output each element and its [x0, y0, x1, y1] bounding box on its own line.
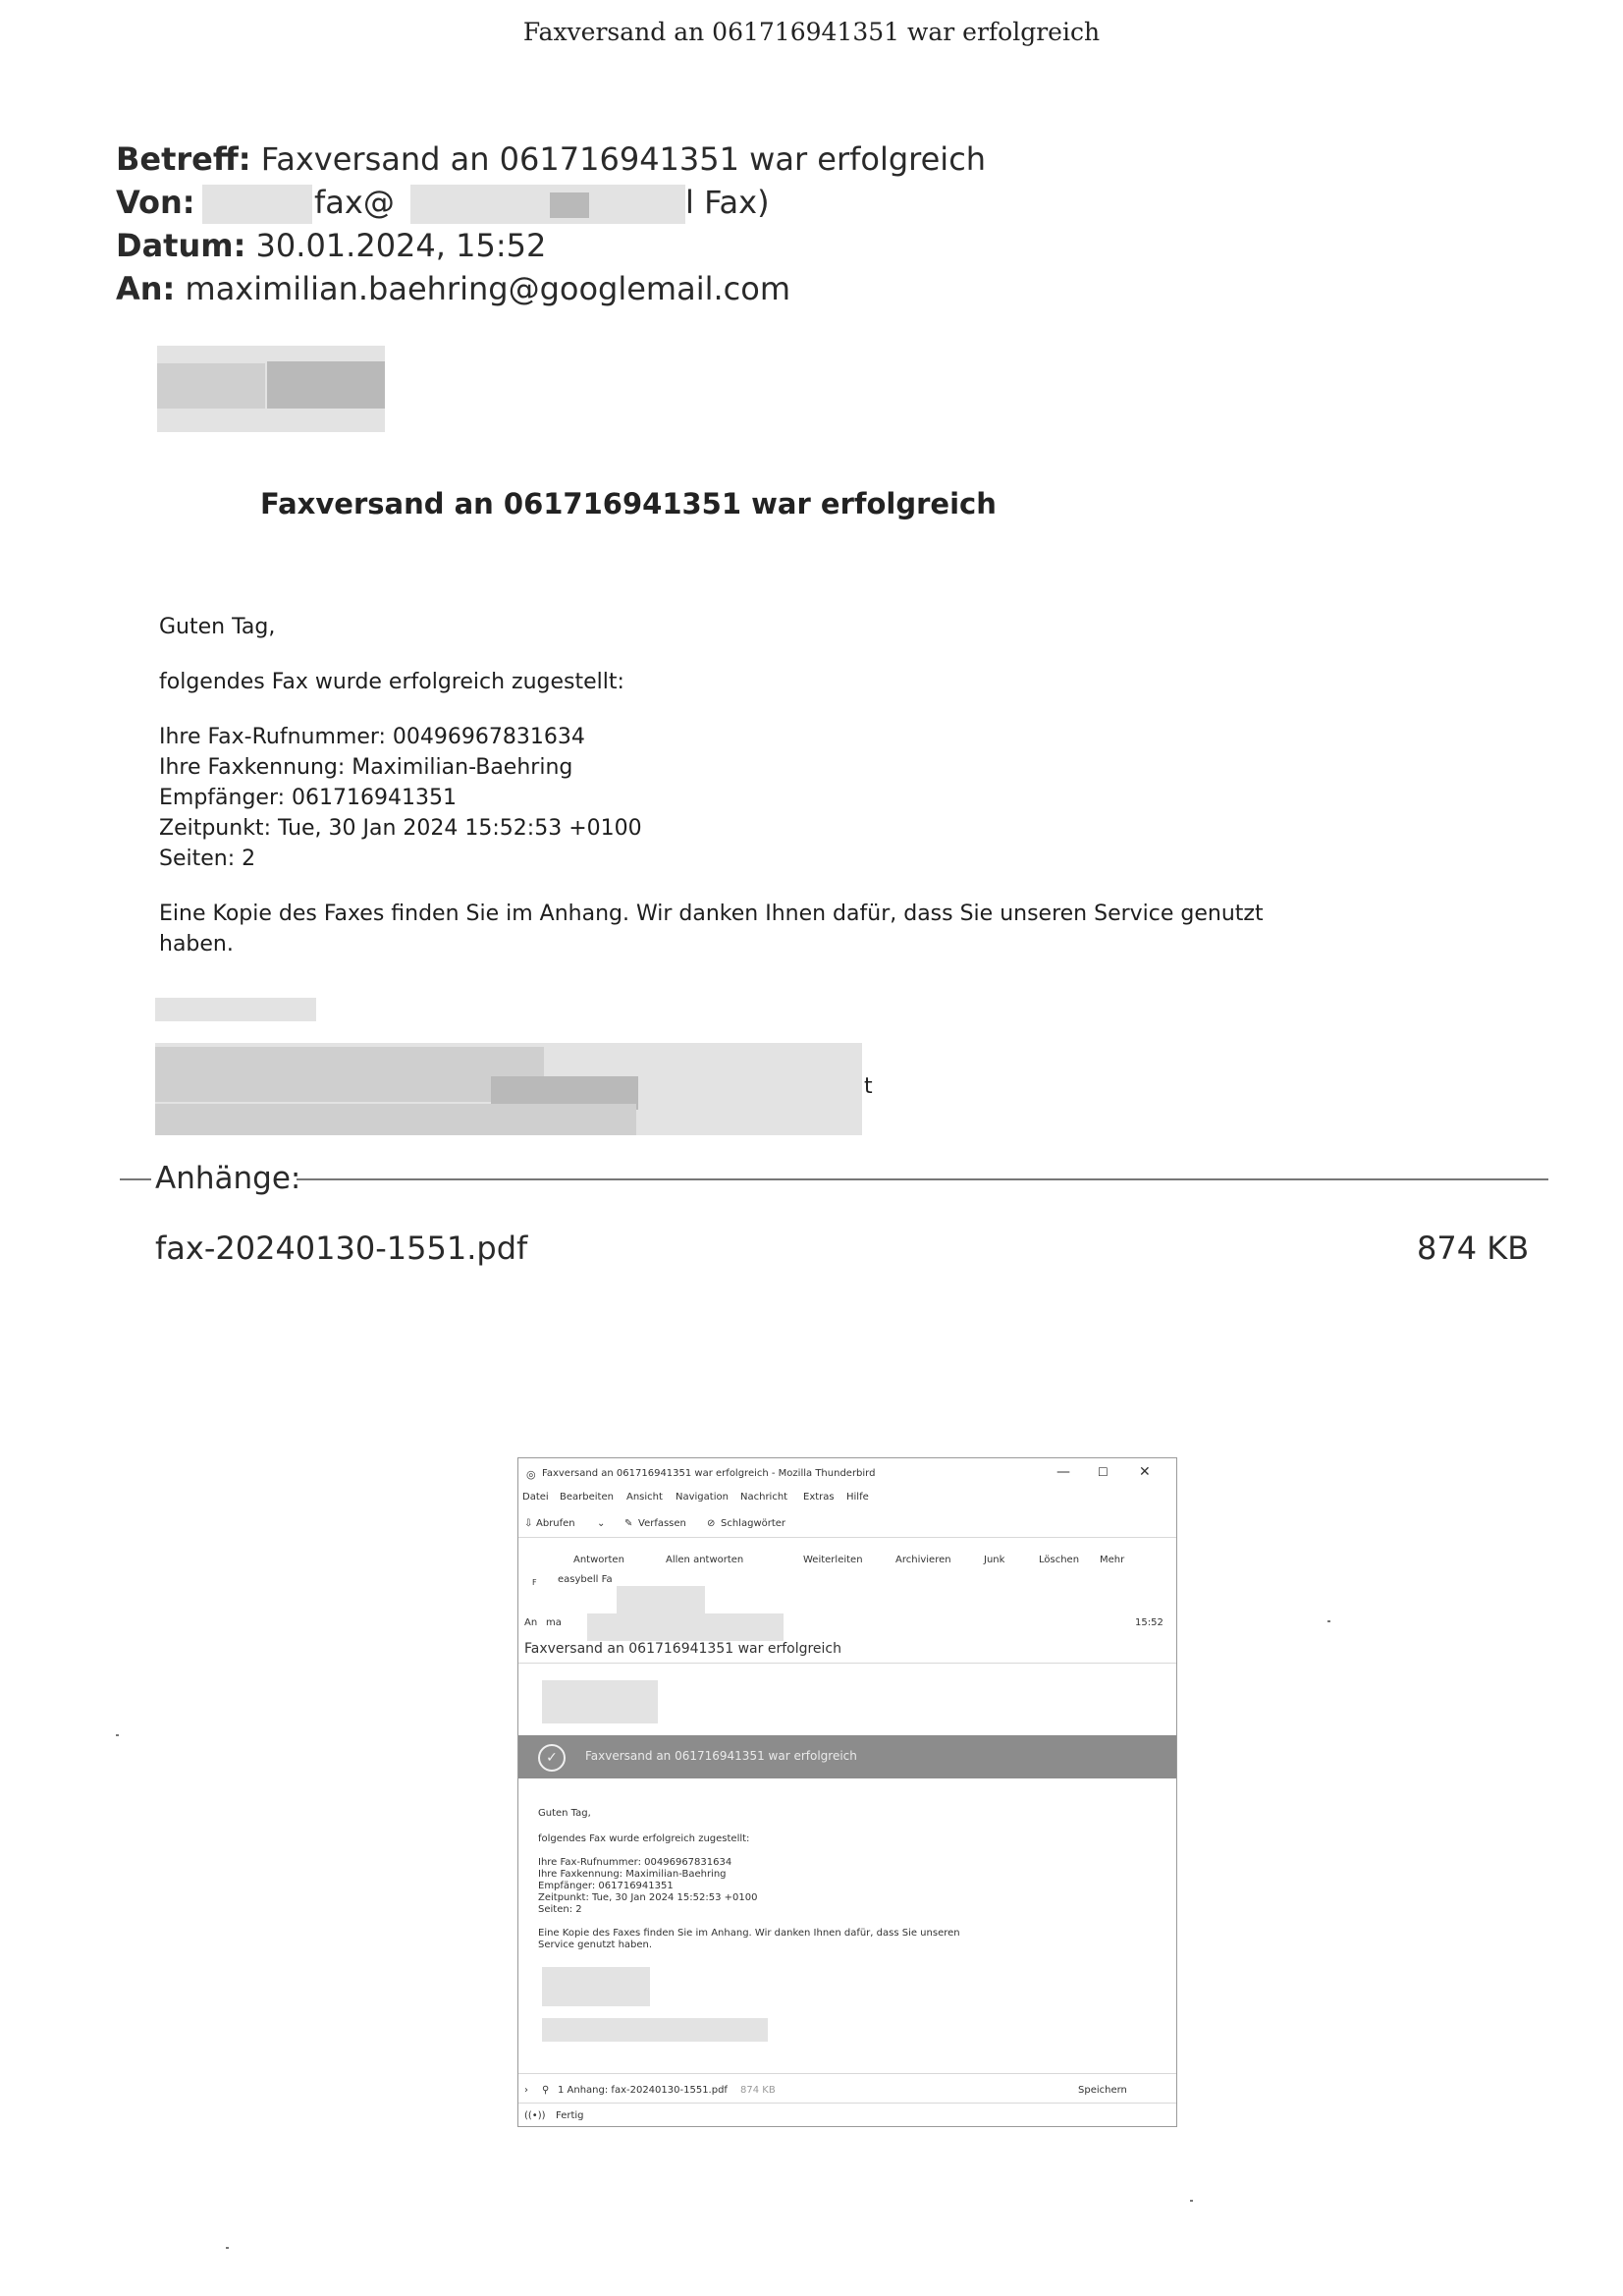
thumb-get-mail-button[interactable]: Abrufen — [536, 1518, 575, 1529]
date-line — [116, 224, 546, 267]
thumb-compose-icon: ✎ — [624, 1518, 633, 1529]
attachments-divider-right — [297, 1178, 1548, 1180]
redacted-signature-part — [155, 1047, 544, 1102]
thumb-delete-button[interactable]: Löschen — [1039, 1555, 1080, 1565]
paperclip-icon: ⚲ — [542, 2085, 550, 2096]
thumb-greeting: Guten Tag, — [538, 1808, 591, 1819]
thumb-compose-button[interactable]: Verfassen — [638, 1518, 686, 1529]
to-label: An: — [116, 270, 176, 307]
closing-line-1: Eine Kopie des Faxes finden Sie im Anhang. Wir danken Ihnen dafür, dass Sie unseren Service genutzt — [159, 902, 1264, 926]
maximize-icon[interactable]: ☐ — [1098, 1465, 1109, 1479]
thumb-attachment-size: 874 KB — [740, 2085, 776, 2096]
thumb-closing-2: Service genutzt haben. — [538, 1940, 653, 1950]
redacted-sender-name — [202, 185, 312, 224]
thumb-window-title: Faxversand an 061716941351 war erfolgreich - Mozilla Thunderbird — [542, 1468, 876, 1479]
thumb-reply-all-button[interactable]: Allen antworten — [666, 1555, 744, 1565]
thumb-fax-id: Ihre Faxkennung: Maximilian-Baehring — [538, 1869, 727, 1880]
redacted-sender-domain — [410, 185, 685, 224]
thumb-menu-edit[interactable]: Bearbeiten — [560, 1492, 614, 1503]
thumb-pages: Seiten: 2 — [538, 1904, 582, 1915]
thumb-menu-file[interactable]: Datei — [522, 1492, 549, 1503]
thumb-timestamp: Zeitpunkt: Tue, 30 Jan 2024 15:52:53 +0100 — [538, 1892, 758, 1903]
chevron-right-icon[interactable]: › — [524, 2085, 528, 2096]
thumb-toolbar-divider — [518, 1537, 1176, 1538]
recipient: Empfänger: 061716941351 — [159, 786, 457, 810]
thumb-tags-button[interactable]: Schlagwörter — [721, 1518, 786, 1529]
thumb-redacted-signature — [542, 1967, 650, 2006]
thumb-fax-number: Ihre Fax-Rufnummer: 00496967831634 — [538, 1857, 732, 1868]
attachment-file-size: 874 KB — [1417, 1230, 1530, 1267]
thumb-closing-1: Eine Kopie des Faxes finden Sie im Anhang. Wir danken Ihnen dafür, dass Sie unseren — [538, 1928, 960, 1939]
scan-speck — [226, 2247, 229, 2249]
thumb-get-mail-icon: ⇩ — [524, 1518, 533, 1529]
signature-fragment: t — [864, 1074, 873, 1099]
thumb-menu-extras[interactable]: Extras — [803, 1492, 835, 1503]
from-label: Von: — [116, 184, 195, 221]
thumb-header-divider — [518, 1663, 1176, 1664]
print-title: Faxversand an 061716941351 war erfolgreich — [522, 18, 1101, 46]
thumb-subject: Faxversand an 061716941351 war erfolgreich — [524, 1641, 842, 1657]
closing-line-2: haben. — [159, 932, 234, 957]
thumb-status-divider — [518, 2103, 1176, 2104]
attachment-file-link[interactable]: fax-20240130-1551.pdf — [155, 1230, 528, 1267]
minimize-icon[interactable]: — — [1056, 1464, 1070, 1480]
thumb-tag-icon: ⊘ — [707, 1518, 716, 1529]
thumb-menu-message[interactable]: Nachricht — [740, 1492, 788, 1503]
from-line — [116, 181, 195, 224]
thumb-redacted-signature-2 — [542, 2018, 768, 2042]
thumb-banner-text: Faxversand an 061716941351 war erfolgreich — [585, 1749, 857, 1763]
subject-label: Betreff: — [116, 140, 251, 178]
to-line — [116, 267, 790, 310]
thumb-sender-fragment: easybell Fa — [558, 1574, 613, 1585]
timestamp: Zeitpunkt: Tue, 30 Jan 2024 15:52:53 +0100 — [159, 816, 642, 841]
thunderbird-icon: ◎ — [526, 1468, 536, 1481]
intro-text: folgendes Fax wurde erfolgreich zugestellt: — [159, 670, 624, 694]
redacted-logo-part-dark — [267, 361, 385, 409]
redacted-sender-domain-dark — [550, 192, 589, 218]
chevron-down-icon[interactable]: ⌄ — [597, 1518, 606, 1529]
thumb-menu-navigation[interactable]: Navigation — [676, 1492, 729, 1503]
fax-number: Ihre Fax-Rufnummer: 00496967831634 — [159, 725, 585, 749]
thumb-archive-button[interactable]: Archivieren — [895, 1555, 951, 1565]
scan-speck — [116, 1734, 119, 1736]
thumb-sender-avatar: F — [532, 1578, 537, 1587]
to-value: maximilian.baehring@googlemail.com — [185, 270, 790, 307]
close-icon[interactable]: ✕ — [1139, 1464, 1151, 1480]
fax-id: Ihre Faxkennung: Maximilian-Baehring — [159, 755, 573, 780]
thumb-menu-help[interactable]: Hilfe — [846, 1492, 869, 1503]
thumb-save-button[interactable]: Speichern — [1078, 2085, 1127, 2096]
subject-line — [116, 137, 986, 181]
from-fragment-2: l Fax) — [685, 184, 770, 221]
body-title: Faxversand an 061716941351 war erfolgreich — [260, 487, 997, 520]
thumb-menu-view[interactable]: Ansicht — [626, 1492, 663, 1503]
thumb-forward-button[interactable]: Weiterleiten — [803, 1555, 863, 1565]
thumb-to-fragment: ma — [546, 1617, 562, 1628]
redacted-signature-name — [155, 998, 316, 1021]
thumb-more-button[interactable]: Mehr — [1100, 1555, 1125, 1565]
attachments-divider-left — [120, 1178, 151, 1180]
thumb-intro: folgendes Fax wurde erfolgreich zugestellt: — [538, 1833, 750, 1844]
scan-speck — [1327, 1620, 1330, 1622]
thumb-attachment-name[interactable]: 1 Anhang: fax-20240130-1551.pdf — [558, 2085, 728, 2096]
thumb-recipient: Empfänger: 061716941351 — [538, 1881, 674, 1891]
thumb-status-text: Fertig — [556, 2110, 584, 2121]
redacted-logo-part — [157, 363, 265, 409]
thumb-redacted-recipient — [587, 1613, 784, 1641]
date-value: 30.01.2024, 15:52 — [255, 227, 547, 264]
thumb-redacted-logo — [542, 1680, 658, 1723]
thumb-junk-button[interactable]: Junk — [984, 1555, 1005, 1565]
scan-speck — [1190, 2200, 1193, 2202]
page-count: Seiten: 2 — [159, 847, 256, 871]
date-label: Datum: — [116, 227, 246, 264]
status-icon: ((•)) — [524, 2110, 546, 2121]
thumb-time: 15:52 — [1135, 1617, 1163, 1628]
subject-value: Faxversand an 061716941351 war erfolgreich — [260, 140, 987, 178]
checkmark-icon: ✓ — [538, 1744, 566, 1772]
thunderbird-screenshot — [517, 1457, 1177, 2127]
from-fragment-1: fax@ — [314, 184, 395, 221]
greeting: Guten Tag, — [159, 615, 276, 639]
thumb-reply-button[interactable]: Antworten — [573, 1555, 624, 1565]
thumb-to-label: An — [524, 1617, 538, 1628]
thumb-attachment-divider — [518, 2073, 1176, 2074]
redacted-signature-lower — [155, 1104, 636, 1135]
attachments-label: Anhänge: — [155, 1161, 301, 1196]
